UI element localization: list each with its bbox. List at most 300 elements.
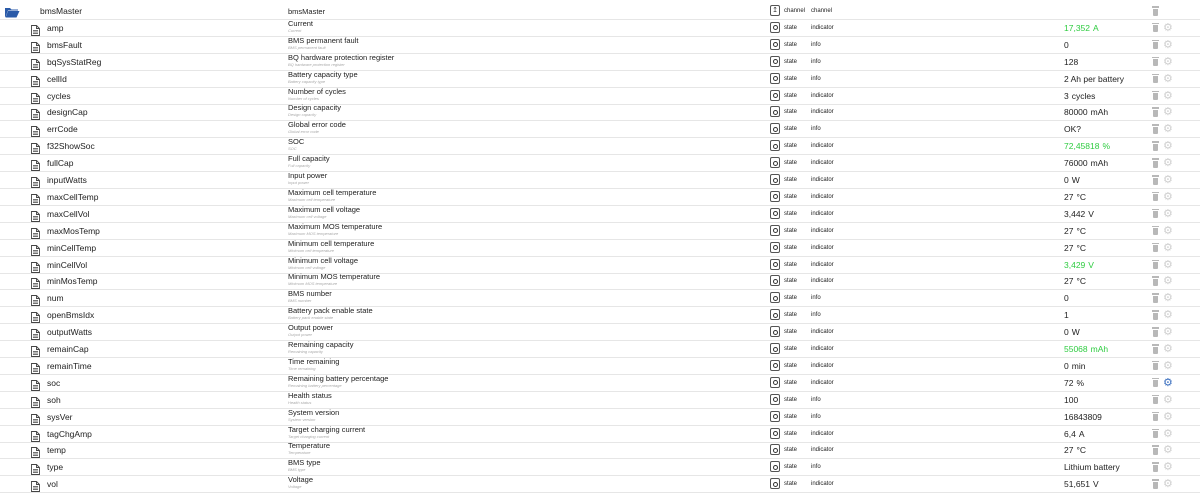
object-id: f32ShowSoc — [47, 141, 95, 152]
tree-state-row[interactable] — [0, 409, 1200, 426]
tree-state-row[interactable] — [0, 172, 1200, 189]
object-value[interactable] — [1064, 341, 1154, 358]
value-unit: cycles — [1071, 90, 1096, 101]
trash-icon[interactable] — [1152, 361, 1159, 371]
trash-icon[interactable] — [1152, 91, 1159, 101]
object-type: state — [784, 362, 798, 369]
gear-icon[interactable]: ⚙ — [1163, 376, 1173, 389]
row-actions — [1151, 290, 1181, 307]
tree-state-row[interactable] — [0, 240, 1200, 257]
trash-icon[interactable] — [1152, 412, 1159, 422]
type-icon-box — [770, 54, 782, 71]
state-type-icon — [773, 161, 778, 166]
object-role: indicator — [811, 92, 834, 99]
object-role: indicator — [811, 244, 834, 251]
value-number: 16843809 — [1064, 411, 1102, 422]
value-unit: °C — [1076, 191, 1087, 202]
trash-icon[interactable] — [1152, 445, 1159, 455]
tree-state-row[interactable] — [0, 290, 1200, 307]
object-value[interactable] — [1064, 121, 1154, 138]
gear-icon[interactable]: ⚙ — [1163, 38, 1173, 51]
type-icon-box — [770, 121, 782, 138]
object-id: maxCellTemp — [47, 191, 99, 202]
object-id: cellId — [47, 73, 67, 84]
object-title-sub: Remaining battery percentage — [288, 382, 342, 388]
trash-icon[interactable] — [1152, 124, 1159, 134]
object-type: state — [784, 295, 798, 302]
type-icon-box — [770, 257, 782, 274]
object-role: indicator — [811, 379, 834, 386]
value-number: 0 — [1064, 327, 1069, 338]
value-number: 3,442 — [1064, 208, 1086, 219]
object-value[interactable] — [1064, 273, 1154, 290]
object-id: outputWatts — [47, 327, 93, 338]
value-number: 51,651 — [1064, 479, 1090, 490]
file-icon — [31, 479, 40, 497]
object-title-main: Design capacity — [288, 104, 341, 113]
object-value[interactable] — [1064, 3, 1154, 20]
trash-icon[interactable] — [1152, 479, 1159, 489]
value-unit: V — [1088, 208, 1094, 219]
trash-icon[interactable] — [1152, 158, 1159, 168]
object-title-main: BMS type — [288, 459, 321, 468]
object-title-sub: Minimum cell voltage — [288, 264, 326, 270]
value-number: 128 — [1064, 56, 1079, 67]
object-type: state — [784, 312, 798, 319]
object-id: tagChgAmp — [47, 428, 92, 439]
object-title-main: Maximum cell voltage — [288, 205, 361, 214]
object-title-main: Maximum cell temperature — [288, 188, 377, 197]
object-value[interactable] — [1064, 290, 1154, 307]
value-number: 80000 — [1064, 107, 1088, 118]
object-title — [288, 324, 748, 341]
gear-icon[interactable]: ⚙ — [1163, 123, 1173, 136]
trash-icon[interactable] — [1152, 462, 1159, 472]
object-role: indicator — [811, 278, 834, 285]
object-title — [288, 155, 748, 172]
state-type-icon — [773, 59, 778, 64]
trash-icon[interactable] — [1152, 243, 1159, 253]
object-title — [288, 392, 748, 409]
gear-icon[interactable]: ⚙ — [1163, 359, 1173, 372]
tree-state-row[interactable] — [0, 138, 1200, 155]
object-role: indicator — [811, 143, 834, 150]
object-value[interactable] — [1064, 459, 1154, 476]
object-title-sub: Full capacity — [288, 163, 311, 169]
object-title-sub: Number of cycles — [288, 95, 319, 101]
row-actions — [1151, 307, 1181, 324]
tree-state-row[interactable] — [0, 189, 1200, 206]
object-value[interactable] — [1064, 476, 1154, 493]
object-title-sub: Minimum MOS temperature — [288, 281, 338, 287]
object-type: state — [784, 244, 798, 251]
gear-icon[interactable]: ⚙ — [1163, 461, 1173, 474]
row-actions — [1151, 155, 1181, 172]
gear-icon[interactable]: ⚙ — [1163, 157, 1173, 170]
state-type-icon — [773, 127, 778, 132]
value-unit: mAh — [1090, 344, 1109, 354]
state-type-icon — [773, 431, 778, 436]
value-number: 1 — [1064, 310, 1069, 321]
object-title-sub: Output power — [288, 332, 313, 338]
type-icon-box — [770, 172, 782, 189]
object-type: state — [784, 346, 798, 352]
object-role: indicator — [811, 109, 834, 116]
value-number: 27 — [1064, 225, 1074, 236]
object-value[interactable] — [1064, 358, 1154, 375]
object-title-main: Current — [288, 19, 314, 28]
object-title-sub: Design capacity — [288, 112, 317, 118]
gear-icon[interactable]: ⚙ — [1163, 393, 1173, 406]
object-type: state — [784, 227, 798, 234]
row-actions — [1151, 426, 1181, 443]
object-type: state — [784, 464, 798, 471]
gear-icon[interactable]: ⚙ — [1163, 241, 1173, 254]
object-title — [288, 3, 748, 20]
state-type-icon — [773, 313, 778, 318]
object-role: indicator — [811, 261, 834, 268]
row-actions — [1151, 37, 1181, 54]
row-actions — [1151, 476, 1181, 493]
gear-icon[interactable]: ⚙ — [1163, 106, 1173, 119]
object-role: indicator — [811, 193, 834, 200]
object-id: inputWatts — [47, 175, 87, 185]
gear-icon[interactable]: ⚙ — [1163, 427, 1173, 440]
object-value[interactable] — [1064, 409, 1154, 426]
tree-state-row[interactable] — [0, 155, 1200, 172]
gear-icon[interactable]: ⚙ — [1163, 55, 1173, 68]
object-title — [288, 426, 748, 443]
value-number: 0 — [1064, 360, 1069, 371]
object-title — [288, 358, 748, 375]
object-value[interactable] — [1064, 307, 1154, 324]
object-role: info — [811, 413, 821, 420]
trash-icon[interactable] — [1152, 226, 1159, 236]
object-type: state — [784, 75, 798, 82]
state-type-icon — [773, 347, 778, 352]
state-type-icon — [773, 448, 778, 453]
type-icon-box — [770, 155, 782, 172]
row-actions — [1151, 392, 1181, 409]
object-title-sub: Battery pack enable state — [288, 315, 334, 321]
object-title — [288, 442, 748, 459]
tree-state-row[interactable] — [0, 324, 1200, 341]
trash-icon[interactable] — [1152, 327, 1159, 337]
type-icon-box — [770, 189, 782, 206]
tree-state-row[interactable] — [0, 459, 1200, 476]
object-value[interactable] — [1064, 54, 1154, 71]
type-icon-box — [770, 206, 782, 223]
row-actions — [1151, 54, 1181, 71]
object-title-sub: Maximum cell temperature — [288, 196, 336, 202]
object-title-main: Maximum MOS temperature — [288, 222, 383, 231]
value-number: 3 — [1064, 90, 1069, 101]
value-number: 0 — [1064, 175, 1069, 185]
object-title-main: BMS permanent fault — [288, 36, 359, 45]
tree-state-row[interactable] — [0, 37, 1200, 54]
tree-state-row[interactable] — [0, 20, 1200, 37]
type-icon-box — [770, 392, 782, 409]
gear-icon[interactable]: ⚙ — [1163, 207, 1173, 220]
gear-icon[interactable]: ⚙ — [1163, 309, 1173, 322]
object-role: indicator — [811, 430, 834, 437]
row-actions — [1151, 273, 1181, 290]
object-type: state — [784, 329, 798, 336]
row-actions — [1151, 172, 1181, 189]
value-number: 27 — [1064, 445, 1074, 456]
tree-state-row[interactable] — [0, 257, 1200, 274]
object-title — [288, 257, 748, 274]
trash-icon[interactable] — [1152, 40, 1159, 50]
object-id: errCode — [47, 124, 78, 135]
trash-icon[interactable] — [1152, 395, 1159, 405]
object-value[interactable] — [1064, 189, 1154, 206]
tree-state-row[interactable] — [0, 341, 1200, 358]
object-value[interactable] — [1064, 20, 1154, 37]
trash-icon[interactable] — [1152, 192, 1159, 202]
gear-icon[interactable]: ⚙ — [1163, 89, 1173, 102]
gear-icon[interactable]: ⚙ — [1163, 410, 1173, 423]
object-value[interactable] — [1064, 375, 1154, 392]
type-icon-box — [770, 409, 782, 426]
tree-state-row[interactable] — [0, 273, 1200, 290]
object-title-main: BQ hardware protection register — [288, 53, 395, 62]
object-value[interactable] — [1064, 324, 1154, 341]
value-number: 72,45818 — [1064, 141, 1100, 152]
object-value[interactable] — [1064, 392, 1154, 409]
trash-icon[interactable] — [1152, 276, 1159, 286]
value-number: Lithium battery — [1064, 462, 1120, 473]
gear-icon[interactable]: ⚙ — [1163, 174, 1173, 186]
object-value[interactable] — [1064, 240, 1154, 257]
object-title — [288, 206, 748, 223]
trash-icon[interactable] — [1152, 107, 1159, 117]
tree-state-row[interactable] — [0, 476, 1200, 493]
object-title — [288, 88, 748, 105]
object-value[interactable] — [1064, 71, 1154, 88]
state-type-icon — [773, 262, 778, 267]
type-icon-box — [770, 375, 782, 392]
object-id: num — [47, 293, 64, 304]
object-value[interactable] — [1064, 426, 1154, 443]
value-unit: °C — [1076, 445, 1087, 456]
object-id: remainCap — [47, 344, 89, 354]
gear-icon[interactable]: ⚙ — [1163, 343, 1173, 355]
value-number: 76000 — [1064, 158, 1088, 169]
object-type: state — [784, 41, 798, 48]
row-actions — [1151, 88, 1181, 105]
tree-state-row[interactable] — [0, 442, 1200, 459]
value-unit: mAh — [1090, 107, 1109, 118]
object-title-main: System version — [288, 408, 340, 417]
tree-state-row[interactable] — [0, 104, 1200, 121]
object-id: bmsMaster — [40, 6, 83, 16]
object-type: state — [784, 278, 798, 285]
trash-icon[interactable] — [1152, 293, 1159, 303]
gear-icon[interactable]: ⚙ — [1163, 190, 1173, 203]
object-title-sub: Health status — [288, 399, 312, 405]
object-value[interactable] — [1064, 442, 1154, 459]
gear-icon[interactable]: ⚙ — [1163, 292, 1173, 305]
trash-icon[interactable] — [1152, 23, 1159, 33]
tree-state-row[interactable] — [0, 206, 1200, 223]
trash-icon[interactable] — [1152, 175, 1159, 185]
object-id: soc — [47, 377, 61, 388]
row-actions — [1151, 121, 1181, 138]
object-title-sub: Maximum cell voltage — [288, 213, 327, 219]
object-value[interactable] — [1064, 172, 1154, 189]
trash-icon[interactable] — [1152, 57, 1159, 67]
tree-state-row[interactable] — [0, 375, 1200, 392]
object-title-sub: Voltage — [288, 484, 302, 490]
object-title-sub: SOC — [288, 146, 297, 152]
state-type-icon — [773, 363, 778, 368]
object-value[interactable] — [1064, 138, 1154, 155]
object-value[interactable] — [1064, 155, 1154, 172]
type-icon-box — [770, 88, 782, 105]
object-id: bqSysStatReg — [47, 56, 102, 67]
value-unit: % — [1102, 141, 1111, 152]
object-value[interactable] — [1064, 223, 1154, 240]
object-title-main: Target charging current — [288, 425, 366, 434]
trash-icon[interactable] — [1152, 6, 1159, 16]
object-id: soh — [47, 394, 61, 405]
value-unit: V — [1088, 259, 1094, 270]
trash-icon[interactable] — [1152, 209, 1159, 219]
object-title-sub: Temperature — [288, 450, 311, 456]
type-icon-box — [770, 37, 782, 54]
object-title-sub: BQ hardware protection register — [288, 61, 345, 67]
tree-state-row[interactable] — [0, 426, 1200, 443]
state-type-icon — [773, 397, 778, 402]
object-type: state — [784, 193, 798, 200]
tree-state-row[interactable] — [0, 392, 1200, 409]
gear-icon[interactable]: ⚙ — [1163, 275, 1173, 288]
object-id: designCap — [47, 107, 88, 118]
trash-icon[interactable] — [1152, 74, 1159, 84]
object-role: indicator — [811, 227, 834, 234]
gear-icon[interactable]: ⚙ — [1163, 478, 1173, 491]
object-title-main: Time remaining — [288, 357, 340, 366]
object-title — [288, 71, 748, 88]
row-actions — [1151, 189, 1181, 206]
value-number: OK? — [1064, 124, 1082, 135]
value-unit: W — [1071, 175, 1080, 185]
gear-icon[interactable]: ⚙ — [1163, 21, 1173, 34]
type-icon-box — [770, 3, 782, 20]
trash-icon[interactable] — [1152, 344, 1159, 354]
object-title-main: Input power — [288, 172, 328, 180]
gear-icon[interactable]: ⚙ — [1163, 258, 1173, 271]
object-role: indicator — [811, 160, 834, 167]
value-unit: °C — [1076, 276, 1087, 287]
tree-folder-row[interactable] — [0, 3, 1200, 20]
value-unit: A — [1078, 428, 1085, 439]
value-number: 17,352 — [1064, 22, 1090, 33]
object-role: indicator — [811, 481, 834, 488]
object-title — [288, 459, 748, 476]
value-number: 27 — [1064, 276, 1074, 287]
object-id: cycles — [47, 90, 71, 101]
object-id: sysVer — [47, 411, 73, 422]
object-value[interactable] — [1064, 257, 1154, 274]
object-type: state — [784, 58, 798, 65]
state-type-icon — [773, 76, 778, 81]
tree-state-row[interactable] — [0, 71, 1200, 88]
object-title-sub: Time remaining — [288, 365, 316, 371]
trash-icon[interactable] — [1152, 378, 1159, 388]
row-actions — [1151, 375, 1181, 392]
type-icon-box — [770, 476, 782, 493]
object-title-main: Voltage — [288, 476, 314, 485]
type-icon-box — [770, 290, 782, 307]
tree-state-row[interactable] — [0, 307, 1200, 324]
row-actions — [1151, 3, 1181, 20]
trash-icon[interactable] — [1152, 429, 1159, 439]
object-value[interactable] — [1064, 104, 1154, 121]
object-value[interactable] — [1064, 206, 1154, 223]
tree-state-row[interactable] — [0, 121, 1200, 138]
object-title-main: Battery pack enable state — [288, 307, 373, 316]
object-type: state — [784, 92, 798, 99]
state-type-icon — [773, 110, 778, 115]
trash-icon[interactable] — [1152, 260, 1159, 270]
object-title-main: Minimum cell voltage — [288, 256, 359, 265]
object-title — [288, 375, 748, 392]
object-title-main: SOC — [288, 138, 305, 147]
state-type-icon — [773, 482, 778, 487]
gear-icon[interactable]: ⚙ — [1163, 224, 1173, 237]
object-id: bmsFault — [47, 39, 82, 50]
gear-icon[interactable]: ⚙ — [1163, 72, 1173, 85]
type-icon-box — [770, 138, 782, 155]
object-value[interactable] — [1064, 37, 1154, 54]
tree-state-row[interactable] — [0, 88, 1200, 105]
state-type-icon — [773, 144, 778, 149]
gear-icon[interactable]: ⚙ — [1163, 140, 1173, 153]
object-title — [288, 240, 748, 257]
tree-state-row[interactable] — [0, 358, 1200, 375]
trash-icon[interactable] — [1152, 310, 1159, 320]
object-title-sub: BMS number — [288, 298, 312, 304]
value-unit: % — [1076, 377, 1085, 388]
trash-icon[interactable] — [1152, 141, 1159, 151]
object-type: state — [784, 160, 798, 167]
object-title-sub: Battery capacity type — [288, 78, 326, 84]
object-title-main: Global error code — [288, 121, 346, 130]
object-role: indicator — [811, 362, 834, 369]
state-type-icon — [773, 296, 778, 301]
value-unit: °C — [1076, 225, 1087, 236]
row-actions — [1151, 71, 1181, 88]
object-role: indicator — [811, 346, 834, 352]
object-title-sub: Input power — [288, 180, 309, 185]
type-icon-box — [770, 426, 782, 443]
tree-state-row[interactable] — [0, 54, 1200, 71]
gear-icon[interactable]: ⚙ — [1163, 326, 1173, 339]
state-type-icon — [773, 178, 778, 183]
object-title-sub: BMS type — [288, 467, 306, 473]
object-title — [288, 172, 748, 189]
tree-state-row[interactable] — [0, 223, 1200, 240]
type-icon-box — [770, 324, 782, 341]
state-type-icon — [773, 330, 778, 335]
object-title-main: Full capacity — [288, 155, 330, 164]
object-value[interactable] — [1064, 88, 1154, 105]
type-icon-box — [770, 341, 782, 358]
gear-icon[interactable]: ⚙ — [1163, 444, 1173, 457]
object-title-main: Battery capacity type — [288, 70, 358, 79]
